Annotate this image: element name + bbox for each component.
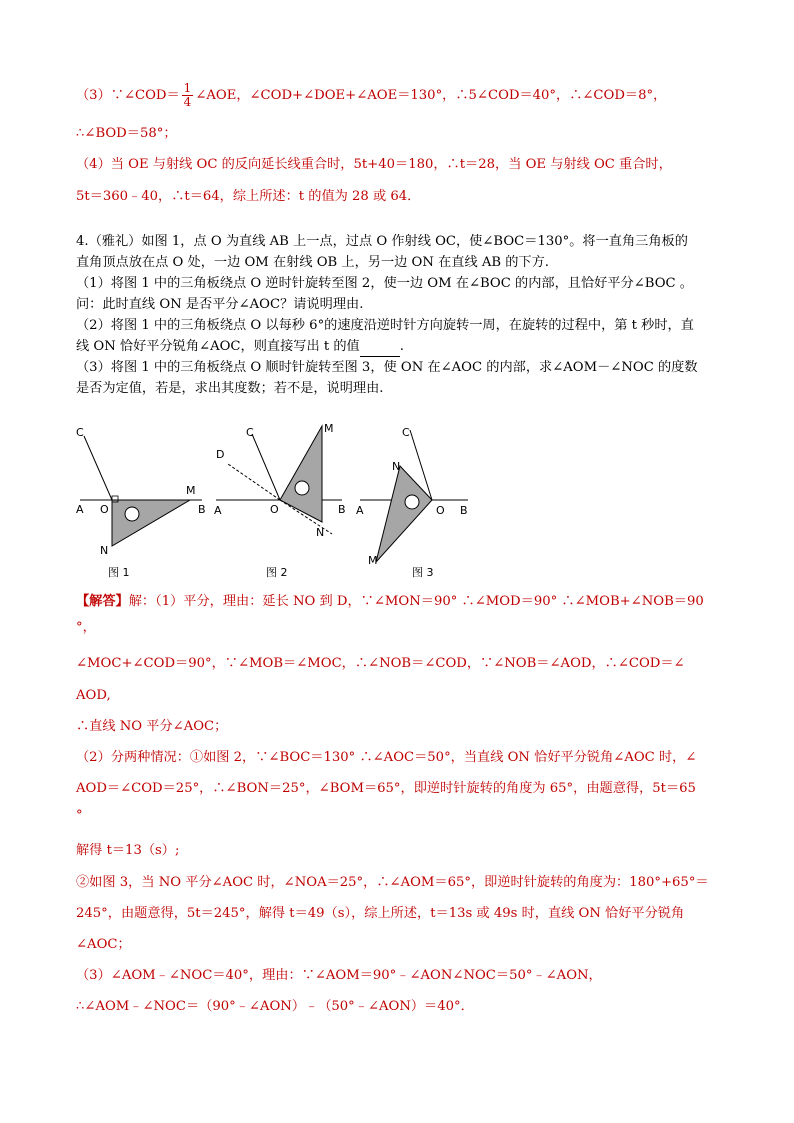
answer-blank <box>360 342 400 357</box>
answer-line3: ∴直线 NO 平分∠AOC； <box>76 719 228 734</box>
figure-3-caption: 图 3 <box>412 566 434 579</box>
fraction-numerator: 1 <box>183 81 192 95</box>
label-n: N <box>392 460 401 473</box>
label-n: N <box>316 526 325 539</box>
geometry-figures <box>70 418 490 586</box>
label-m: M <box>368 554 378 567</box>
label-o: O <box>270 503 279 516</box>
answer-line5: AOD＝∠COD＝25°，∴∠BON＝25°，∠BOM＝65°，即逆时针旋转的角度为 65°，由题意得，5t＝65 <box>76 781 696 796</box>
answer-tag: 【解答】 <box>76 594 129 609</box>
figure-3 <box>356 426 468 579</box>
label-c: C <box>402 426 410 439</box>
text-segment: . <box>399 339 404 354</box>
label-a: A <box>356 504 364 517</box>
answer-line9: （3）∠AOM﹣∠NOC＝40°，理由：∵∠AOM＝90°﹣∠AON∠NOC＝50°﹣∠AON， <box>76 968 602 983</box>
question-line7: （3）将图 1 中的三角板绕点 O 顺时针旋转至图 3，使 ON 在∠AOC 的内部，求∠AOM－∠NOC 的度数 <box>76 360 698 375</box>
fraction-denominator: 4 <box>183 95 192 109</box>
fraction <box>182 82 194 109</box>
label-b: B <box>460 504 468 517</box>
prev-part4-line1: （4）当 OE 与射线 OC 的反向延长线重合时，5t+40＝180，∴t＝28，当 OE 与射线 OC 重合时， <box>76 157 672 172</box>
answer-line10: ∴∠AOM﹣∠NOC＝（90°﹣∠AON）﹣（50°﹣∠AON）＝40°． <box>76 999 474 1014</box>
answer-line7: ②如图 3，当 NO 平分∠AOC 时，∠NOA＝25°，∴∠AOM＝65°，即逆时针旋转的角度为：180°+65°＝ <box>76 875 709 890</box>
figure-1 <box>76 426 206 579</box>
label-m: M <box>186 484 196 497</box>
label-c: C <box>246 426 254 439</box>
question-line2: 直角顶点放在点 O 处，一边 OM 在射线 OB 上，另一边 ON 在直线 AB 的下方. <box>76 255 549 270</box>
triangle-ruler <box>376 466 432 562</box>
text-segment: ∠AOE，∠COD+∠DOE+∠AOE＝130°，∴5∠COD＝40°，∴∠COD＝8°， <box>195 88 667 103</box>
answer-line8-cont: ∠AOC； <box>76 937 131 952</box>
prev-part3-line2: ∴∠BOD＝58°； <box>76 126 177 141</box>
question-line4: 问：此时直线 ON 是否平分∠AOC？请说明理由. <box>76 297 364 312</box>
label-o: O <box>436 504 445 517</box>
figure-2-caption: 图 2 <box>266 566 288 579</box>
text-segment: 解：（1）平分，理由：延长 NO 到 D，∵∠MON＝90° ∴∠MOD＝90° ∴∠MOB+∠NOB＝90 <box>128 594 704 609</box>
answer-line1 <box>76 592 754 612</box>
prev-part3-line1 <box>76 82 754 109</box>
answer-line1-cont: °， <box>76 620 96 635</box>
triangle-ruler <box>280 426 322 522</box>
answer-line2-cont: AOD, <box>76 688 111 703</box>
label-n: N <box>100 544 109 557</box>
question-line3: （1）将图 1 中的三角板绕点 O 逆时针旋转至图 2，使一边 OM 在∠BOC 的内部，且恰好平分∠BOC 。 <box>76 276 693 291</box>
question-line8: 是否为定值，若是，求出其度数；若不是，说明理由. <box>76 381 384 396</box>
label-c: C <box>76 426 84 439</box>
label-b: B <box>198 503 206 516</box>
figure-1-caption: 图 1 <box>108 566 130 579</box>
text-segment: 线 ON 恰好平分锐角∠AOC，则直接写出 t 的值 <box>76 339 360 354</box>
answer-line8: 245°，由题意得，5t＝245°，解得 t＝49（s），综上所述，t＝13s 或 49s 时，直线 ON 恰好平分锐角 <box>76 906 685 921</box>
label-d: D <box>216 448 225 461</box>
question-line5: （2）将图 1 中的三角板绕点 O 以每秒 6°的速度沿逆时针方向旋转一周，在旋转的过程中，第 t 秒时，直 <box>76 318 694 333</box>
label-b: B <box>338 503 346 516</box>
answer-line5-cont: ° <box>76 808 83 823</box>
triangle-ruler <box>112 500 190 546</box>
question-line6 <box>76 337 754 357</box>
answer-line2: ∠MOC+∠COD＝90°，∵∠MOB＝∠MOC，∴∠NOB＝∠COD，∵∠NOB＝∠AOD，∴∠COD＝∠ <box>76 656 685 671</box>
answer-line6: 解得 t＝13（s）; <box>76 843 180 858</box>
label-a: A <box>214 504 222 517</box>
answer-line4: （2）分两种情况：①如图 2，∵∠BOC＝130° ∴∠AOC＝50°，当直线 ON 恰好平分锐角∠AOC 时，∠ <box>76 750 697 765</box>
label-a: A <box>76 503 84 516</box>
text-segment: （3）∵∠COD＝ <box>76 88 180 103</box>
label-m: M <box>324 422 334 435</box>
figure-2 <box>214 422 346 579</box>
question-line1: 4.（雅礼）如图 1，点 O 为直线 AB 上一点，过点 O 作射线 OC，使∠BOC＝130°。将一直角三角板的 <box>76 234 688 249</box>
label-o: O <box>100 503 109 516</box>
prev-part4-line2: 5t＝360﹣40，∴t＝64，综上所述：t 的值为 28 或 64． <box>76 189 421 204</box>
